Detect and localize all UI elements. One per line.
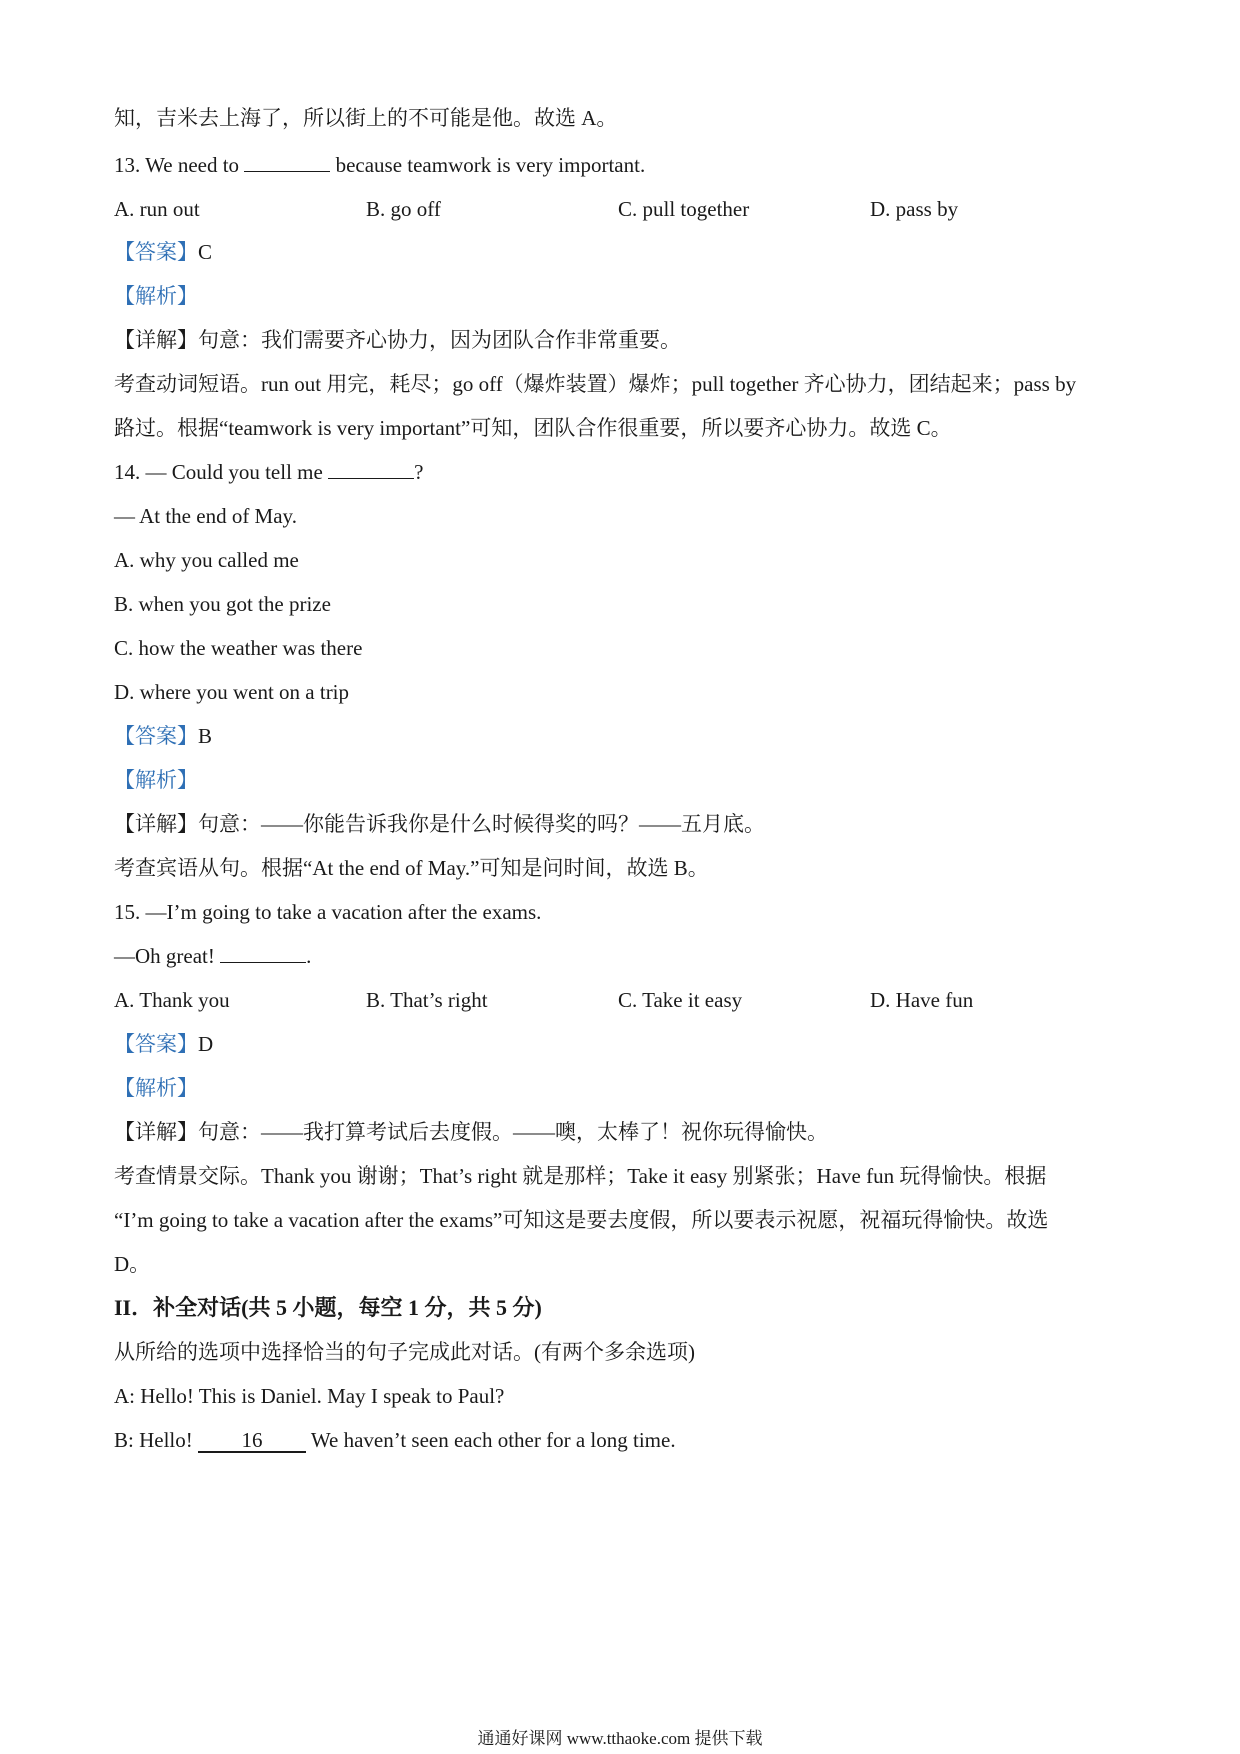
answer-tag: 【答案】 bbox=[114, 240, 198, 264]
answer-tag: 【答案】 bbox=[114, 1032, 198, 1056]
answer-blank bbox=[328, 458, 414, 479]
option-b: B. go off bbox=[366, 197, 441, 221]
dialogue-reply bbox=[114, 942, 311, 970]
reply-text-after: . bbox=[306, 944, 312, 968]
stem-text: 14. — Could you tell me bbox=[114, 460, 323, 484]
dialogue-line-b bbox=[114, 1426, 676, 1454]
option-c: C. pull together bbox=[618, 197, 750, 221]
detail-tag: 【详解】 bbox=[114, 328, 198, 352]
option-b: B. when you got the prize bbox=[114, 592, 331, 616]
option-b: B. That’s right bbox=[366, 988, 488, 1012]
option-a: A. why you called me bbox=[114, 548, 299, 572]
detail-tag: 【详解】 bbox=[114, 812, 198, 836]
detail-text: 句意：——我打算考试后去度假。——噢，太棒了！祝你玩得愉快。 bbox=[198, 1120, 828, 1144]
option-c: C. Take it easy bbox=[618, 988, 743, 1012]
explanation-line: “I’m going to take a vacation after the exams”可知这是要去度假，所以要表示祝愿，祝福玩得愉快。故选 bbox=[114, 1208, 1049, 1232]
detail-line bbox=[114, 1118, 828, 1146]
analysis-tag: 【解析】 bbox=[114, 768, 198, 792]
stem-text: 13. We need to bbox=[114, 153, 240, 177]
dialogue-reply: — At the end of May. bbox=[114, 504, 297, 528]
answer-value: C bbox=[198, 240, 213, 264]
dialogue-line-a: A: Hello! This is Daniel. May I speak to Paul? bbox=[114, 1384, 505, 1408]
answer-value: D bbox=[198, 1032, 214, 1056]
section-title: II．补全对话(共 5 小题，每空 1 分，共 5 分) bbox=[114, 1295, 542, 1320]
analysis-tag: 【解析】 bbox=[114, 284, 198, 308]
question-14-stem bbox=[114, 458, 423, 486]
answer-line bbox=[114, 722, 212, 750]
answer-tag: 【答案】 bbox=[114, 724, 198, 748]
stem-text-after: ? bbox=[414, 460, 424, 484]
explanation-line: D。 bbox=[114, 1252, 151, 1276]
detail-text: 句意：我们需要齐心协力，因为团队合作非常重要。 bbox=[198, 328, 681, 352]
explanation-line: 考查宾语从句。根据“At the end of May.”可知是问时间，故选 B。 bbox=[114, 856, 709, 880]
line-b-suffix: We haven’t seen each other for a long time. bbox=[310, 1428, 676, 1452]
explanation-line: 路过。根据“teamwork is very important”可知，团队合作很重要，所以要齐心协力。故选 C。 bbox=[114, 416, 952, 440]
option-a: A. run out bbox=[114, 197, 200, 221]
line-b-prefix: B: Hello! bbox=[114, 1428, 193, 1452]
question-13-stem bbox=[114, 151, 645, 179]
detail-tag: 【详解】 bbox=[114, 1120, 198, 1144]
option-c: C. how the weather was there bbox=[114, 636, 363, 660]
option-d: D. pass by bbox=[870, 197, 959, 221]
answer-blank bbox=[220, 942, 306, 963]
explanation-line: 考查动词短语。run out 用完，耗尽；go off（爆炸装置）爆炸；pull together 齐心协力，团结起来；pass by bbox=[114, 372, 1077, 396]
page-footer: 通通好课网 www.tthaoke.com 提供下载 bbox=[477, 1729, 763, 1748]
reply-text: —Oh great! bbox=[114, 944, 215, 968]
answer-blank bbox=[244, 151, 330, 172]
numbered-blank-16: 16 bbox=[198, 1429, 306, 1453]
question-15-stem: 15. —I’m going to take a vacation after the exams. bbox=[114, 900, 542, 924]
detail-text: 句意：——你能告诉我你是什么时候得奖的吗？——五月底。 bbox=[198, 812, 765, 836]
answer-line bbox=[114, 1030, 213, 1058]
section-instruction: 从所给的选项中选择恰当的句子完成此对话。(有两个多余选项) bbox=[114, 1340, 695, 1364]
explanation-line: 考查情景交际。Thank you 谢谢；That’s right 就是那样；Take it easy 别紧张；Have fun 玩得愉快。根据 bbox=[114, 1164, 1047, 1188]
detail-line bbox=[114, 810, 765, 838]
option-d: D. Have fun bbox=[870, 988, 974, 1012]
analysis-tag: 【解析】 bbox=[114, 1076, 198, 1100]
option-d: D. where you went on a trip bbox=[114, 680, 350, 704]
option-a: A. Thank you bbox=[114, 988, 230, 1012]
stem-text-after: because teamwork is very important. bbox=[335, 153, 646, 177]
text-line: 知，吉米去上海了，所以街上的不可能是他。故选 A。 bbox=[114, 106, 618, 130]
answer-value: B bbox=[198, 724, 213, 748]
detail-line bbox=[114, 326, 681, 354]
answer-line bbox=[114, 238, 212, 266]
